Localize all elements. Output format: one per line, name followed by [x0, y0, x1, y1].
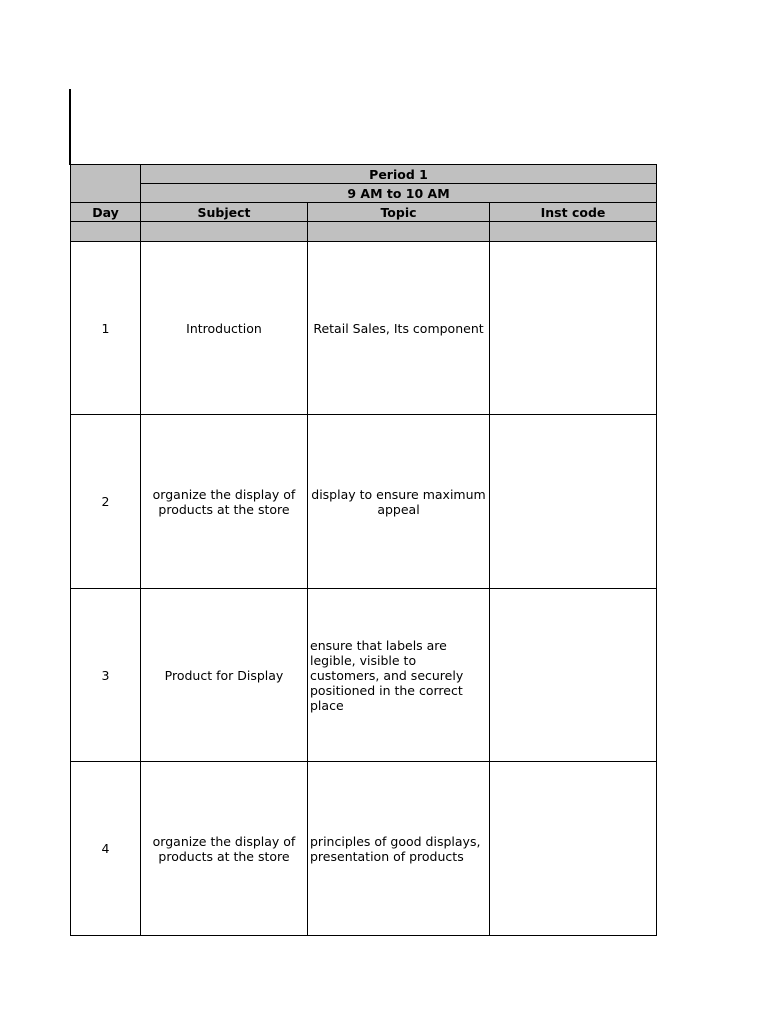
- table-row-4-inst-code: [489, 761, 657, 936]
- table-row-4-day: [70, 761, 141, 936]
- column-header-day-label: Day: [92, 204, 119, 220]
- column-header-topic-label: Topic: [380, 204, 417, 220]
- sheet-left-rule: [69, 89, 71, 165]
- table-row-2-day: [70, 414, 141, 589]
- day-value: 1: [101, 320, 110, 336]
- day-value: 3: [101, 667, 110, 683]
- column-header-subject-label: Subject: [197, 204, 251, 220]
- subject-value: organize the display of products at the store: [152, 833, 296, 864]
- subject-value: Product for Display: [164, 667, 284, 683]
- table-row-3-inst-code: [489, 588, 657, 762]
- spacer-cell: [307, 221, 490, 242]
- corner-blank-cell: [70, 164, 141, 203]
- topic-value: display to ensure maximum appeal: [311, 486, 486, 517]
- spacer-cell: [489, 221, 657, 242]
- time-label: 9 AM to 10 AM: [347, 185, 450, 201]
- column-header-topic: [307, 202, 490, 222]
- day-value: 4: [101, 841, 110, 856]
- column-header-inst-code: [489, 202, 657, 222]
- column-header-inst-code-label: Inst code: [540, 204, 606, 220]
- column-header-subject: [140, 202, 308, 222]
- column-header-day: [70, 202, 141, 222]
- period-header: [140, 164, 657, 184]
- table-row-3-subject: [140, 588, 308, 762]
- table-row-2-inst-code: [489, 414, 657, 589]
- topic-value: ensure that labels are legible, visible to customers, and securely positioned in the correct place: [310, 637, 464, 713]
- table-row-2-subject: [140, 414, 308, 589]
- table-row-1-topic: [307, 241, 490, 415]
- table-row-1-day: [70, 241, 141, 415]
- table-row-1-inst-code: [489, 241, 657, 415]
- table-row-1-subject: [140, 241, 308, 415]
- table-row-3-topic: [307, 588, 490, 762]
- period-label: Period 1: [369, 166, 428, 182]
- spacer-cell: [140, 221, 308, 242]
- spacer-cell: [70, 221, 141, 242]
- subject-value: Introduction: [186, 320, 262, 336]
- table-row-4-topic: [307, 761, 490, 936]
- topic-value: Retail Sales, Its component: [313, 320, 484, 336]
- table-row-2-topic: [307, 414, 490, 589]
- table-row-3-day: [70, 588, 141, 762]
- day-value: 2: [101, 494, 110, 509]
- table-row-4-subject: [140, 761, 308, 936]
- time-header: [140, 183, 657, 203]
- subject-value: organize the display of products at the store: [152, 486, 296, 517]
- topic-value: principles of good displays, presentation of products: [310, 833, 481, 864]
